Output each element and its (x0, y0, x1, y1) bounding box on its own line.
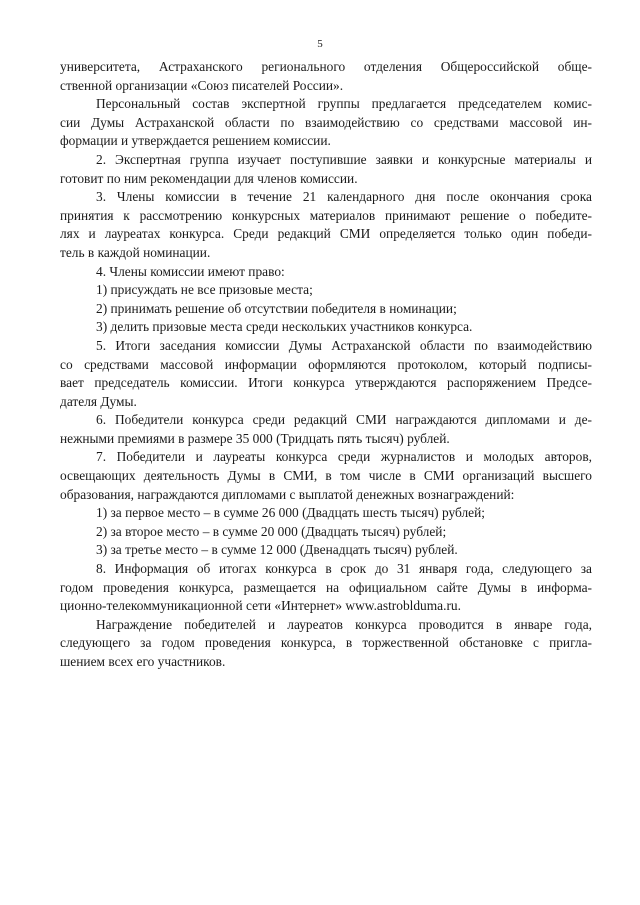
text-line: принятия к рассмотрению конкурсных материалов принимают решение о победите- (60, 207, 592, 223)
text-line: 8. Информация об итогах конкурса в срок до 31 января года, следующего за (96, 561, 592, 577)
text-line: ственной организации «Союз писателей России». (60, 77, 344, 93)
text-line: Персональный состав экспертной группы предлагается председателем комис- (96, 96, 592, 112)
text-line: лях и лауреатах конкурса. Среди редакций СМИ определяется только один победи- (60, 226, 592, 242)
text-line: Награждение победителей и лауреатов конкурса проводится в январе года, (96, 616, 592, 632)
text-line: дателя Думы. (60, 393, 137, 409)
text-line: ционно-телекоммуникационной сети «Интернет» www.astrobldumа.ru. (60, 598, 461, 614)
text-line: тель в каждой номинации. (60, 244, 211, 260)
text-line: 7. Победители и лауреаты конкурса среди журналистов и молодых авторов, (96, 449, 592, 465)
text-line: 3) за третье место – в сумме 12 000 (Двенадцать тысяч) рублей. (96, 542, 458, 558)
text-line: 3) делить призовые места среди нескольких участников конкурса. (96, 319, 473, 335)
text-line: 2) за второе место – в сумме 20 000 (Двадцать тысяч) рублей; (96, 523, 447, 539)
text-line: готовит по ним рекомендации для членов комиссии. (60, 170, 358, 186)
text-line: 6. Победители конкурса среди редакций СМИ награждаются дипломами и де- (96, 412, 592, 428)
text-line: освещающих деятельность Думы в СМИ, в том числе в СМИ организаций высшего (60, 468, 592, 484)
document-body (60, 58, 592, 672)
text-line: со средствами массовой информации оформляются протоколом, который подписы- (60, 356, 592, 372)
text-line: годом проведения конкурса, размещается на официальном сайте Думы в информа- (60, 579, 592, 595)
text-line: вает председатель комиссии. Итоги конкурса утверждаются распоряжением Предсе- (60, 375, 592, 391)
text-line: 1) за первое место – в сумме 26 000 (Двадцать шесть тысяч) рублей; (96, 505, 486, 521)
text-line: шением всех его участников. (60, 654, 226, 669)
text-line: нежными премиями в размере 35 000 (Тридцать пять тысяч) рублей. (60, 430, 450, 446)
text-line: 1) присуждать не все призовые места; (96, 282, 313, 298)
text-line: 2. Экспертная группа изучает поступившие заявки и конкурсные материалы и (96, 151, 592, 167)
text-line: образования, награждаются дипломами с выплатой денежных вознаграждений: (60, 486, 515, 502)
page-number: 5 (317, 38, 323, 50)
text-line: следующего за годом проведения конкурса, в торжественной обстановке с пригла- (60, 635, 592, 651)
text-line: университета, Астраханского регионального отделения Общероссийской обще- (60, 59, 592, 74)
text-line: формации и утверждается решением комиссии. (60, 133, 331, 149)
text-line: сии Думы Астраханской области по взаимодействию со средствами массовой ин- (60, 114, 592, 130)
text-line: 5. Итоги заседания комиссии Думы Астраханской области по взаимодействию (96, 337, 592, 353)
text-line: 3. Члены комиссии в течение 21 календарного дня после окончания срока (96, 189, 592, 205)
text-line: 2) принимать решение об отсутствии победителя в номинации; (96, 300, 457, 316)
text-line: 4. Члены комиссии имеют право: (96, 263, 285, 279)
